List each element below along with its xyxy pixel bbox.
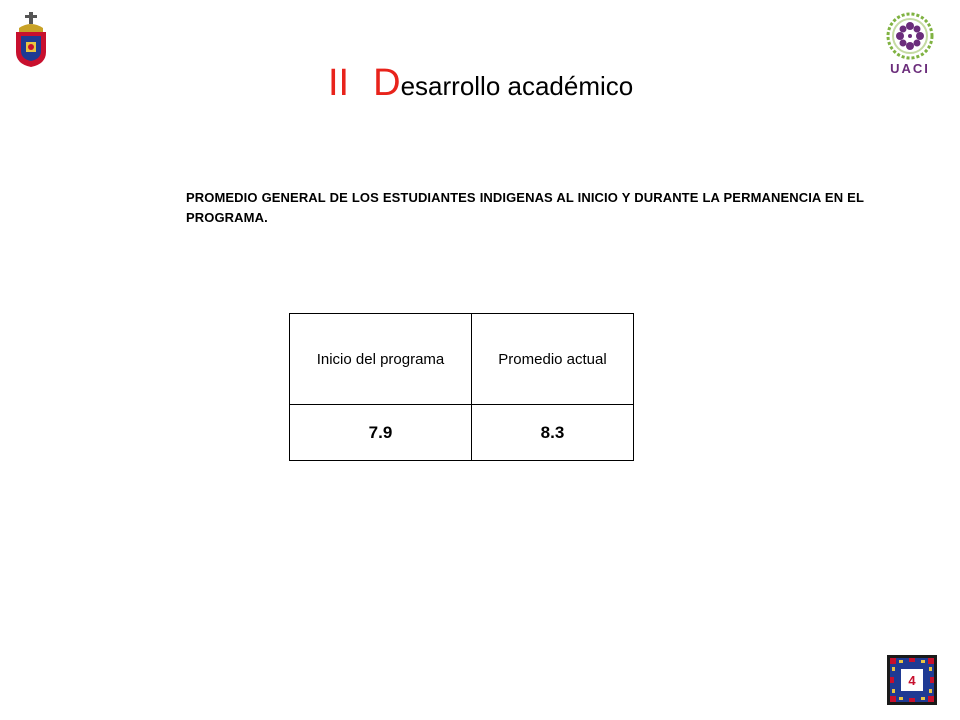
section-roman-numeral: II	[328, 62, 350, 104]
uaci-logo-text: UACI	[890, 61, 930, 76]
page-number-badge	[887, 655, 937, 705]
averages-table	[289, 313, 634, 461]
table-header-row	[290, 314, 634, 405]
value-start-average: 7.9	[290, 405, 472, 461]
table-values-row	[290, 405, 634, 461]
title-initial-letter: D	[373, 62, 401, 104]
page-number: 4	[908, 672, 916, 688]
uaci-logo	[872, 12, 948, 76]
slide-title	[328, 64, 633, 102]
title-rest-text: esarrollo académico	[400, 71, 634, 101]
university-crest-logo	[10, 12, 52, 68]
column-header-current: Promedio actual	[472, 314, 634, 405]
column-header-start: Inicio del programa	[290, 314, 472, 405]
value-current-average: 8.3	[472, 405, 634, 461]
section-heading: PROMEDIO GENERAL DE LOS ESTUDIANTES INDIGENAS AL INICIO Y DURANTE LA PERMANENCIA EN EL PROGRAMA.	[186, 190, 864, 225]
